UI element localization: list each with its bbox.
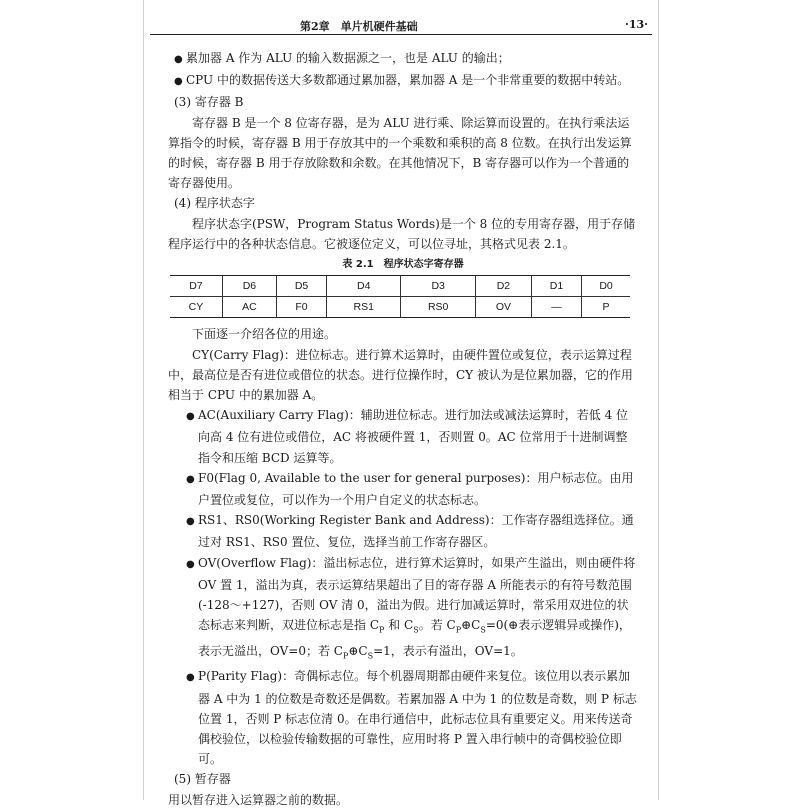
bullet-item-p: ● P(Parity Flag)：奇偶标志位。每个机器周期都由硬件来复位。该位用以表示累加器 A 中为 1 的位数是奇数还是偶数。若累加器 A 中为 1 的位数是奇数，则 P 标志位置 1，否则 P 标志位清 0。在串行通信中，此标志位具有重要定义。用来传送奇偶校验位，以检验传输数据的可靠性，应用时将 P 置入串行帧中的奇偶校验位即可。 xyxy=(186,669,637,767)
table-cell: D2 xyxy=(475,276,531,297)
bullet-item: ● CPU 中的数据传送大多数都通过累加器，累加器 A 是一个非常重要的数据中转站。 xyxy=(168,70,638,92)
bullet-icon: ● xyxy=(186,516,195,528)
table-cell: D6 xyxy=(222,276,276,297)
table-row xyxy=(170,297,630,318)
bullet-item-f0: ● F0(Flag 0, Available to the user for general purposes)：用户标志位。由用户置位或复位，可以作为一个用户自定义的状态标志。 xyxy=(186,470,634,508)
paragraph: 用以暂存进入运算器之前的数据。 xyxy=(168,792,349,807)
bullet-item-rs: ● RS1、RS0(Working Register Bank and Address)：工作寄存器组选择位。通过对 RS1、RS0 置位、复位，选择当前工作寄存器区。 xyxy=(186,513,634,550)
table-cell: OV xyxy=(475,297,531,318)
paragraph: 寄存器 B 是一个 8 位寄存器，是为 ALU 进行乘、除运算而设置的。在执行乘法运算指令的时候，寄存器 B 用于存放其中的一个乘数和乘积的高 8 位数。在执行出发运算的时候，寄存器 B 用于存放除数和余数。在其他情况下，B 寄存器可以作为一个普通的寄存器使用。 xyxy=(168,115,632,191)
section-heading: (5) 暂存器 xyxy=(174,772,231,787)
psw-table xyxy=(170,275,630,318)
book-page xyxy=(143,0,659,807)
bullet-item: ● 累加器 A 作为 ALU 的输入数据源之一，也是 ALU 的输出； xyxy=(168,48,638,70)
chapter-title: 第2章 单片机硬件基础 xyxy=(300,20,418,33)
bullet-icon: ● xyxy=(186,473,195,485)
bullet-item-ov: ● OV(Overflow Flag)：溢出标志位，进行算术运算时，如果产生溢出，则由硬件将 OV 置 1，溢出为真，表示运算结果超出了目的寄存器 A 所能表示的有符号数范围(-128～+127)，否则 OV 清 0，溢出为假。进行加减运算时，常采用双进位的状态标志来判断，双进位标志是指 $C_P$ 和 $C_S$。若 $C_P\oplus C_S=0(\oplus$表示逻辑异或操作)，表示无溢出，OV=0；若 $C_P\oplus C_S=1$，表示有溢出，OV=1。 xyxy=(186,555,636,661)
table-cell: D0 xyxy=(582,276,630,297)
bullet-item-ac: ● AC(Auxiliary Carry Flag)：辅助进位标志。进行加法或减法运算时，若低 4 位向高 4 位有进位或借位，AC 将被硬件置 1，否则置 0。AC 位常用于十进制调整指令和压缩 BCD 运算等。 xyxy=(186,408,629,465)
bullet-icon: ● xyxy=(186,411,195,423)
table-cell: — xyxy=(531,297,581,318)
page-number: ·13· xyxy=(625,18,648,31)
section-heading: (4) 程序状态字 xyxy=(174,196,255,211)
table-cell: D3 xyxy=(401,276,475,297)
table-cell: AC xyxy=(222,297,276,318)
paragraph: 下面逐一介绍各位的用途。 xyxy=(192,327,337,342)
table-cell: RS1 xyxy=(327,297,401,318)
table-cell: P xyxy=(582,297,630,318)
table-cell: F0 xyxy=(276,297,326,318)
bullet-icon: ● xyxy=(186,558,195,570)
table-cell: D4 xyxy=(327,276,401,297)
table-cell: CY xyxy=(170,297,222,318)
table-cell: D5 xyxy=(276,276,326,297)
bullet-icon: ● xyxy=(186,672,195,684)
page-content xyxy=(168,48,638,810)
section-heading: (3) 寄存器 B xyxy=(174,95,244,110)
paragraph-cy: CY(Carry Flag)：进位标志。进行算术运算时，由硬件置位或复位，表示运算过程中，最高位是否有进位或借位的状态。进行位操作时，CY 被认为是位累加器，它的作用相当于 CPU 中的累加器 A。 xyxy=(168,347,633,403)
bullet-icon: ● xyxy=(174,54,183,65)
running-header xyxy=(150,18,652,35)
table-row xyxy=(170,276,630,297)
table-caption: 表 2.1 程序状态字寄存器 xyxy=(342,259,464,271)
table-cell: D7 xyxy=(170,276,222,297)
table-cell: D1 xyxy=(531,276,581,297)
table-cell: RS0 xyxy=(401,297,475,318)
bullet-icon: ● xyxy=(174,76,183,88)
paragraph: 程序状态字(PSW，Program Status Words)是一个 8 位的专用寄存器，用于存储程序运行中的各种状态信息。它被逐位定义，可以位寻址，其格式见表 2.1。 xyxy=(168,216,636,251)
